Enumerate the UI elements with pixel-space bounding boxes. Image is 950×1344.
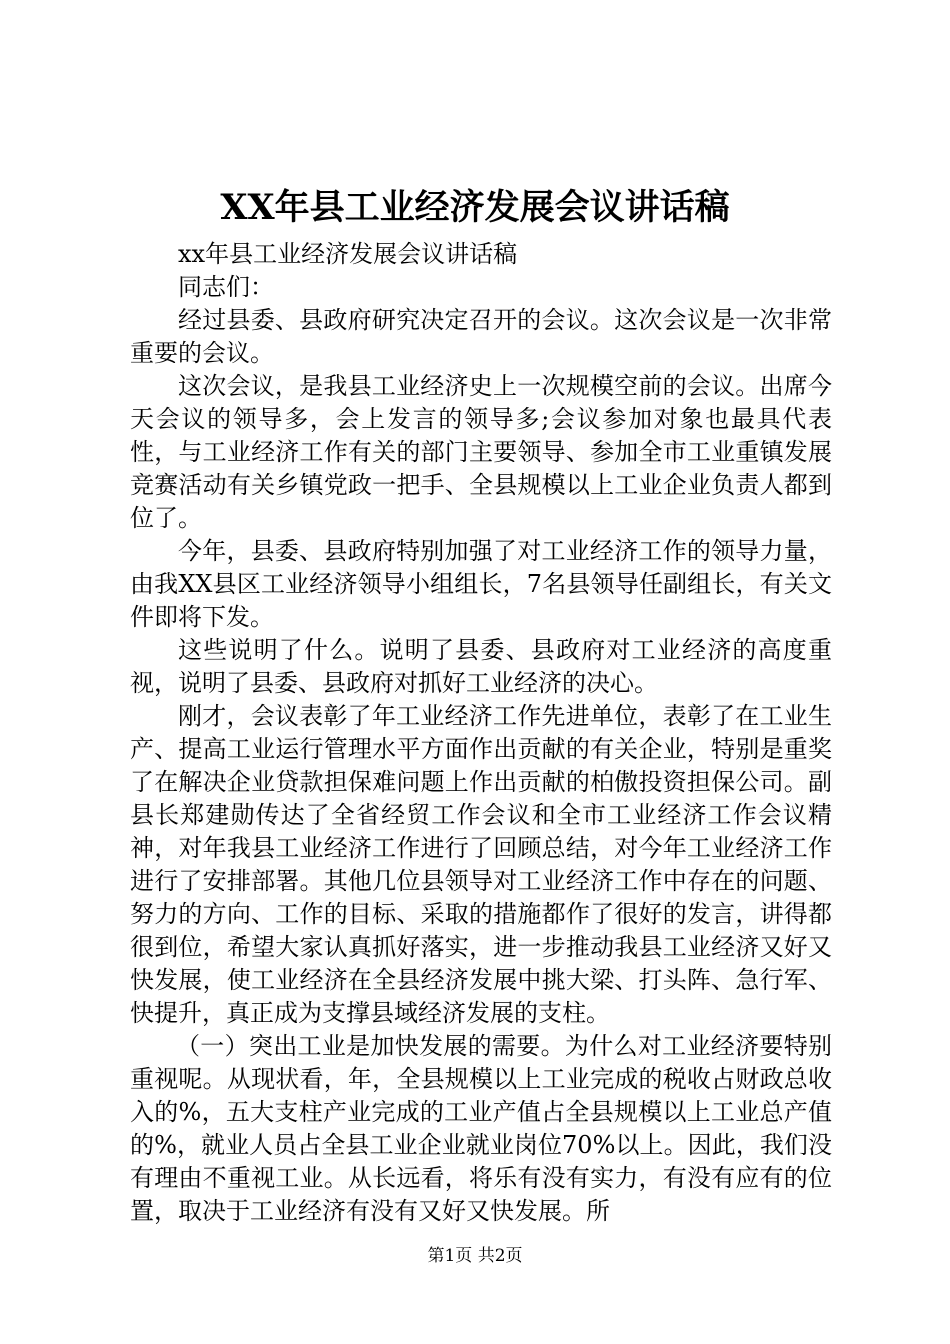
page-number: 第1页 共2页: [427, 1246, 523, 1266]
paragraph: 这些说明了什么。说明了县委、县政府对工业经济的高度重视，说明了县委、县政府对抓好工业经济的决心。: [130, 636, 832, 697]
paragraph-salutation: 同志们：: [178, 273, 274, 301]
paragraph-subtitle: xx年县工业经济发展会议讲话稿: [178, 240, 518, 268]
paragraph: 刚才，会议表彰了年工业经济工作先进单位，表彰了在工业生产、提高工业运行管理水平方面作出贡献的有关企业，特别是重奖了在解决企业贷款担保难问题上作出贡献的柏傲投资担保公司。副县长郑建勋传达了全省经贸工作会议和全市工业经济工作会议精神，对年我县工业经济工作进行了回顾总结，对今年工业经济工作进行了安排部署。其他几位县领导对工业经济工作中存在的问题、努力的方向、工作的目标、采取的措施都作了很好的发言，讲得都很到位，希望大家认真抓好落实，进一步推动我县工业经济又好又快发展，使工业经济在全县经济发展中挑大梁、打头阵、急行军、快提升，真正成为支撑县域经济发展的支柱。: [130, 702, 832, 1027]
document-title: XX年县工业经济发展会议讲话稿: [220, 187, 730, 228]
paragraph: 经过县委、县政府研究决定召开的会议。这次会议是一次非常重要的会议。: [130, 306, 832, 367]
paragraph: 这次会议，是我县工业经济史上一次规模空前的会议。出席今天会议的领导多，会上发言的领导多;会议参加对象也最具代表性，与工业经济工作有关的部门主要领导、参加全市工业重镇发展竞赛活动有关乡镇党政一把手、全县规模以上工业企业负责人都到位了。: [130, 372, 832, 532]
document-body: [130, 238, 832, 1228]
paragraph: 今年，县委、县政府特别加强了对工业经济工作的领导力量，由我XX县区工业经济领导小组组长，7名县领导任副组长，有关文件即将下发。: [130, 537, 832, 631]
paragraph-section-one: （一）突出工业是加快发展的需要。为什么对工业经济要特别重视呢。从现状看，年，全县规模以上工业完成的税收占财政总收入的%，五大支柱产业完成的工业产值占全县规模以上工业总产值的%，就业人员占全县工业企业就业岗位70%以上。因此，我们没有理由不重视工业。从长远看，将乐有没有实力，有没有应有的位置，取决于工业经济有没有又好又快发展。所: [130, 1032, 832, 1225]
